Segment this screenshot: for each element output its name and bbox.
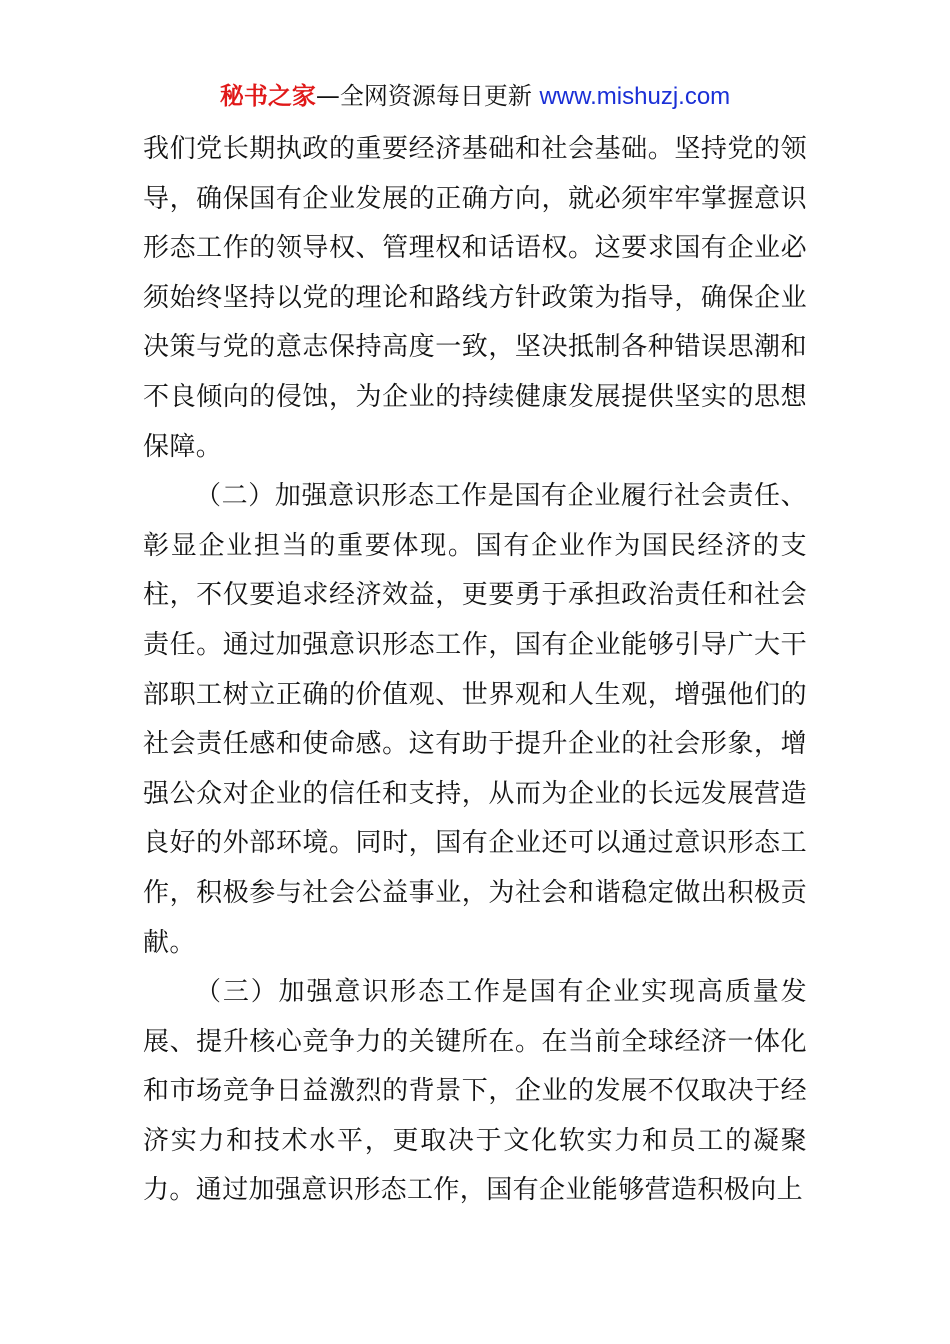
site-brand: 秘书之家 — [219, 82, 316, 110]
page-header — [0, 78, 950, 115]
site-tagline: —全网资源每日更新 — [315, 82, 540, 110]
site-url-link[interactable]: www.mishuzj.com — [539, 83, 731, 110]
paragraph-section-2: （二）加强意识形态工作是国有企业履行社会责任、彰显企业担当的重要体现。国有企业作为国民经济的支柱，不仅要追求经济效益，更要勇于承担政治责任和社会责任。通过加强意识形态工作，国有企业能够引导广大干部职工树立正确的价值观、世界观和人生观，增强他们的社会责任感和使命感。这有助于提升企业的社会形象，增强公众对企业的信任和支持，从而为企业的长远发展营造良好的外部环境。同时，国有企业还可以通过意识形态工作，积极参与社会公益事业，为社会和谐稳定做出积极贡献。 — [143, 481, 807, 958]
paragraph-continuation: 我们党长期执政的重要经济基础和社会基础。坚持党的领导，确保国有企业发展的正确方向，就必须牢牢掌握意识形态工作的领导权、管理权和话语权。这要求国有企业必须始终坚持以党的理论和路线方针政策为指导，确保企业决策与党的意志保持高度一致，坚决抵制各种错误思潮和不良倾向的侵蚀，为企业的持续健康发展提供坚实的思想保障。 — [143, 134, 807, 462]
paragraph-section-3: （三）加强意识形态工作是国有企业实现高质量发展、提升核心竞争力的关键所在。在当前全球经济一体化和市场竞争日益激烈的背景下，企业的发展不仅取决于经济实力和技术水平，更取决于文化软实力和员工的凝聚力。通过加强意识形态工作，国有企业能够营造积极向上 — [143, 977, 807, 1206]
document-body — [143, 125, 807, 1216]
